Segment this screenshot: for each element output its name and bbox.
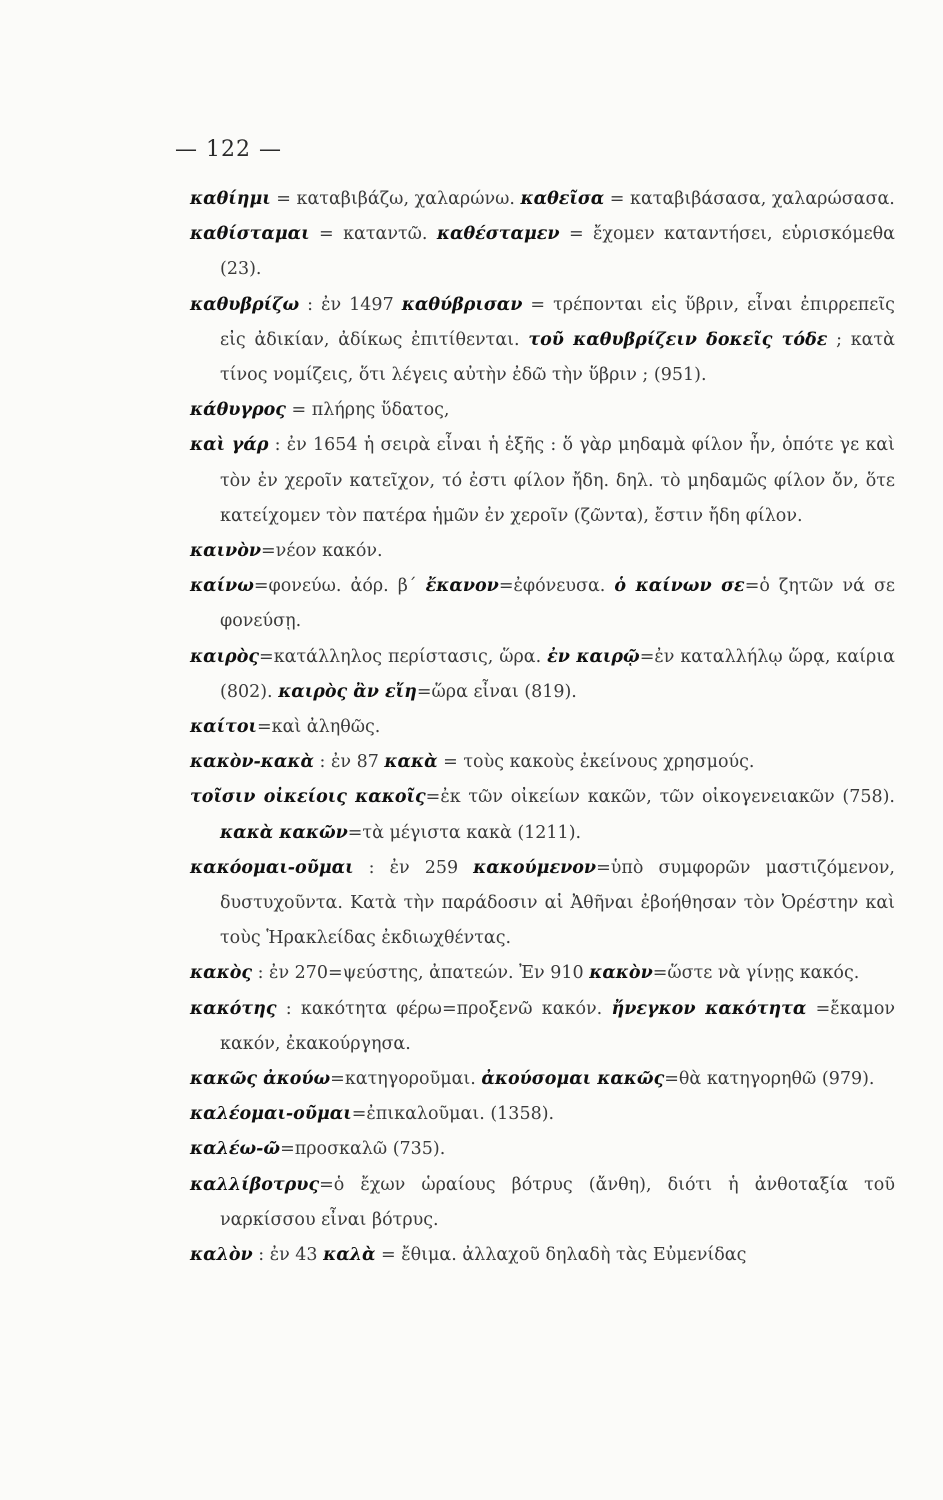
dictionary-entry bbox=[190, 428, 895, 534]
headword: καθύβρισαν bbox=[401, 294, 523, 315]
entry-text: = τοὺς κακοὺς ἐκείνους χρησμούς. bbox=[437, 752, 755, 773]
headword: κακὸς bbox=[190, 963, 253, 984]
dictionary-entry bbox=[190, 217, 895, 287]
entry-text: = καταβιβάζω, χαλαρώνω. bbox=[270, 189, 521, 209]
entry-text: = τρέπονται εἰς ὕβριν, εἶναι ἐπιρρεπεῖς εἰς ἀδικίαν, ἀδίκως ἐπιτίθενται. bbox=[220, 294, 895, 350]
entry-text: =ἔκαμον κακόν, ἐκακούργησα. bbox=[220, 998, 895, 1054]
headword: καθεῖσα bbox=[520, 189, 605, 209]
entry-text: =ὥστε νὰ γίνῃς κακός. bbox=[652, 963, 860, 984]
entry-text: =προσκαλῶ (735). bbox=[280, 1139, 446, 1160]
headword: καλέω-ῶ bbox=[190, 1139, 281, 1160]
headword: ἐν καιρῷ bbox=[547, 646, 640, 667]
entry-text: =ὁ ἔχων ὡραίους βότρυς (ἄνθη), διότι ἡ ἀνθοταξία τοῦ ναρκίσσου εἶναι βότρυς. bbox=[220, 1174, 895, 1230]
entry-text: = ἔθιμα. ἀλλαχοῦ δηλαδὴ τὰς Εὐμενίδας bbox=[375, 1245, 747, 1266]
entry-text: = ἔχομεν καταντήσει, εὑρισκόμεθα (23). bbox=[220, 224, 895, 280]
headword: ἤνεγκον κακότητα bbox=[611, 998, 807, 1019]
headword: καλλίβοτρυς bbox=[190, 1174, 320, 1195]
headword: καίνω bbox=[190, 576, 254, 597]
headword: κακὸν bbox=[589, 963, 653, 984]
dictionary-entry bbox=[190, 992, 895, 1062]
headword: καινὸν bbox=[190, 541, 262, 562]
entry-text: : ἐν 1497 bbox=[299, 294, 402, 315]
entry-text: =ὥρα εἶναι (819). bbox=[416, 681, 577, 702]
entry-text: : κακότητα φέρω=προξενῶ κακόν. bbox=[276, 998, 612, 1019]
entry-text: =νέον κακόν. bbox=[261, 541, 383, 562]
dictionary-entry bbox=[190, 640, 895, 710]
page-number: — 122 — bbox=[175, 137, 282, 162]
entry-text: =καὶ ἀληθῶς. bbox=[256, 717, 381, 738]
entry-text: =ὁ ζητῶν νά σε φονεύσῃ. bbox=[220, 576, 896, 632]
headword: καίτοι bbox=[190, 717, 257, 738]
headword: κακῶς ἀκούω bbox=[190, 1069, 331, 1090]
headword: καλὸν bbox=[190, 1245, 253, 1266]
dictionary-entry bbox=[190, 780, 895, 850]
dictionary-entry bbox=[190, 1062, 895, 1097]
dictionary-entry bbox=[190, 569, 895, 639]
headword: καθέσταμεν bbox=[436, 224, 560, 245]
headword: καλέομαι-οῦμαι bbox=[190, 1104, 352, 1125]
entry-text: = καταβιβάσασα, χαλαρώσασα. bbox=[604, 189, 895, 209]
entry-text: =κατάλληλος περίστασις, ὥρα. bbox=[259, 646, 548, 667]
headword: κακὸν-κακὰ bbox=[190, 752, 314, 773]
headword: κακὰ bbox=[384, 752, 438, 773]
headword: ἔκανον bbox=[425, 576, 499, 597]
headword: ὁ καίνων σε bbox=[614, 576, 745, 597]
dictionary-entry bbox=[190, 710, 895, 745]
headword: καλὰ bbox=[323, 1245, 376, 1266]
headword: τοῖσιν οἰκείοις κακοῖς bbox=[190, 787, 426, 808]
dictionary-entry bbox=[190, 534, 895, 569]
headword: τοῦ καθυβρίζειν δοκεῖς τόδε bbox=[528, 329, 828, 350]
dictionary-entry bbox=[190, 1132, 895, 1167]
headword: καὶ γάρ bbox=[190, 435, 269, 456]
entry-text: =κατηγοροῦμαι. bbox=[330, 1069, 482, 1090]
dictionary-entry bbox=[190, 182, 895, 217]
dictionary-entry bbox=[190, 288, 895, 394]
headword: κακὰ κακῶν bbox=[220, 822, 348, 843]
dictionary-entry bbox=[190, 1238, 895, 1273]
dictionary-entries bbox=[190, 182, 895, 1273]
entry-text: = πλήρης ὕδατος, bbox=[285, 400, 450, 421]
headword: κάθυγρος bbox=[190, 400, 286, 421]
dictionary-entry bbox=[190, 1097, 895, 1132]
dictionary-entry bbox=[190, 1168, 895, 1238]
entry-text: : ἐν 1654 ἡ σειρὰ εἶναι ἡ ἑξῆς : ὅ γὰρ μηδαμὰ φίλον ἦν, ὁπότε γε καὶ τὸν ἐν χεροῖν κατεῖχον, τό ἐστι φίλον ἤδη. δηλ. τὸ μηδαμῶς φίλον ὄν, ὅτε κατείχομεν τὸν πατέρα ἡμῶν ἐν χεροῖν (ζῶντα), ἔστιν ἤδη φίλον. bbox=[220, 435, 895, 526]
entry-text: =θὰ κατηγορηθῶ (979). bbox=[664, 1069, 875, 1090]
headword: καθυβρίζω bbox=[190, 294, 300, 315]
entry-text: =ἐκ τῶν οἰκείων κακῶν, τῶν οἰκογενειακῶν (758). bbox=[425, 787, 895, 808]
entry-text: : ἐν 259 bbox=[353, 857, 474, 878]
dictionary-entry bbox=[190, 851, 895, 957]
headword: ἀκούσομαι κακῶς bbox=[481, 1069, 665, 1090]
entry-text: =φονεύω. ἀόρ. β΄ bbox=[253, 576, 426, 597]
headword: καθίημι bbox=[190, 189, 271, 209]
entry-text: =ὑπὸ συμφορῶν μαστιζόμενον, δυστυχοῦντα. Κατὰ τὴν παράδοσιν αἱ Ἀθῆναι ἐβοήθησαν τὸν Ὀρέστην καὶ τοὺς Ἡρακλείδας ἐκδιωχθέντας. bbox=[220, 857, 895, 949]
entry-text: =τὰ μέγιστα κακὰ (1211). bbox=[347, 822, 582, 843]
entry-text: =ἐπικαλοῦμαι. (1358). bbox=[351, 1104, 555, 1125]
entry-text: = καταντῶ. bbox=[309, 224, 437, 245]
entry-text: : ἐν 43 bbox=[252, 1245, 324, 1266]
dictionary-entry bbox=[190, 393, 895, 428]
headword: κακότης bbox=[190, 998, 277, 1019]
entry-text: ; κατὰ τίνος νομίζεις, ὅτι λέγεις αὐτὴν ἐδῶ τὴν ὕβριν ; (951). bbox=[220, 329, 895, 386]
dictionary-entry bbox=[190, 745, 895, 780]
headword: καθίσταμαι bbox=[190, 224, 310, 245]
dictionary-entry bbox=[190, 956, 895, 991]
headword: καιρὸς ἂν εἴη bbox=[278, 681, 417, 702]
headword: κακόομαι-οῦμαι bbox=[190, 857, 354, 878]
headword: καιρὸς bbox=[190, 646, 260, 667]
entry-text: : ἐν 87 bbox=[313, 752, 385, 773]
headword: κακούμενον bbox=[473, 857, 597, 878]
entry-text: =ἐν καταλλήλῳ ὥρᾳ, καίρια (802). bbox=[220, 646, 895, 702]
entry-text: : ἐν 270=ψεύστης, ἀπατεών. Ἐν 910 bbox=[252, 963, 590, 984]
entry-text: =ἐφόνευσα. bbox=[498, 576, 615, 597]
